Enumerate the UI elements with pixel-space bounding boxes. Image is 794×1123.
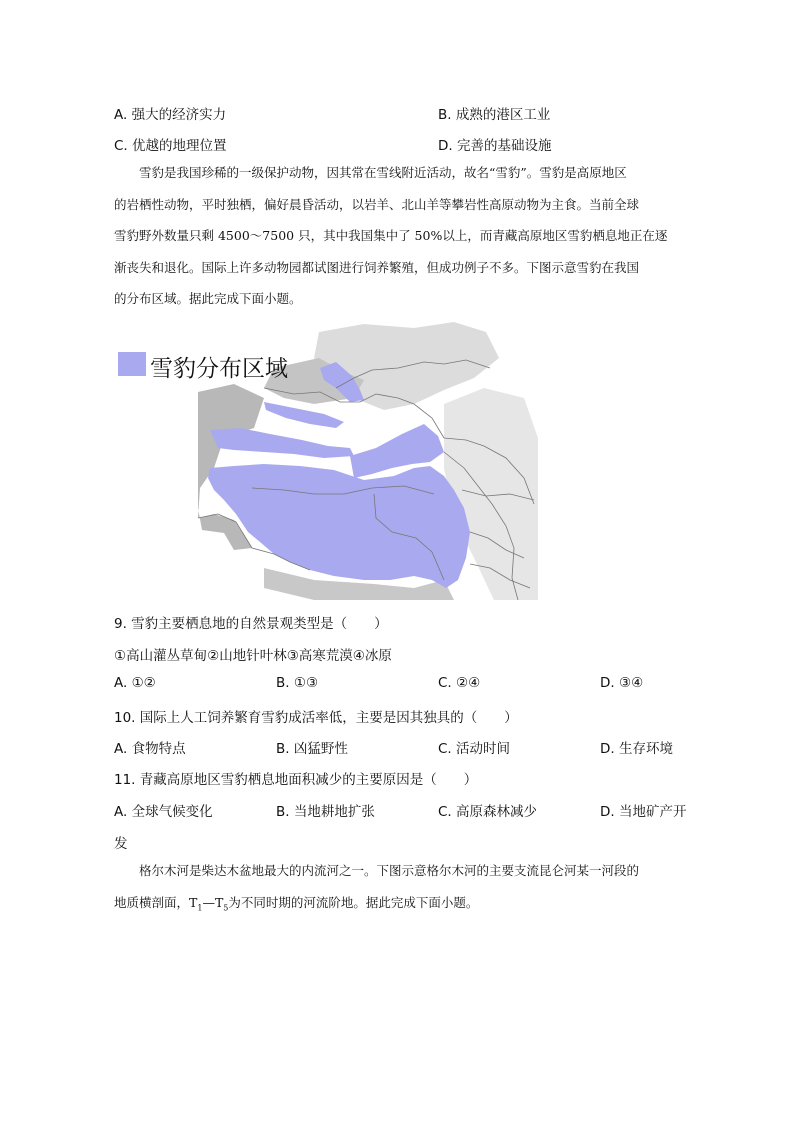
- legend-label: 雪豹分布区域: [150, 356, 288, 382]
- prev-option-b: B. 成熟的港区工业: [438, 107, 551, 123]
- question-10-option-b: B. 凶猛野性: [276, 741, 348, 757]
- passage-line: [114, 887, 700, 924]
- question-9-option-a: A. ①②: [114, 675, 156, 691]
- snow-leopard-passage: [114, 157, 700, 315]
- passage-line: 的岩栖性动物，平时独栖，偏好晨昏活动，以岩羊、北山羊等攀岩性高原动物为主食。当前全球: [114, 196, 640, 212]
- passage-text: 地质横剖面，T: [114, 894, 198, 910]
- subscript: 5: [223, 903, 229, 912]
- prev-option-a: A. 强大的经济实力: [114, 107, 227, 123]
- question-10-stem: 10. 国际上人工饲养繁育雪豹成活率低，主要是因其独具的（ ）: [114, 710, 518, 726]
- passage-line: 雪豹是我国珍稀的一级保护动物，因其常在雪线附近活动，故名“雪豹”。雪豹是高原地区: [139, 165, 627, 180]
- question-11-stem: 11. 青藏高原地区雪豹栖息地面积减少的主要原因是（ ）: [114, 772, 478, 788]
- passage-text: —T: [202, 894, 224, 910]
- question-10-option-a: A. 食物特点: [114, 741, 186, 757]
- passage-line: 的分布区域。据此完成下面小题。: [114, 291, 302, 306]
- question-11-option-d-wrap: 发: [114, 836, 128, 852]
- prev-option-d: D. 完善的基础设施: [438, 138, 552, 154]
- question-11-option-c: C. 高原森林减少: [438, 804, 538, 820]
- question-9-stem: 9. 雪豹主要栖息地的自然景观类型是（ ）: [114, 616, 388, 632]
- passage-line: 渐丧失和退化。国际上许多动物园都试图进行饲养繁殖，但成功例子不多。下图示意雪豹在我国: [114, 259, 640, 275]
- question-9-option-d: D. ③④: [600, 675, 644, 691]
- passage-text: 为不同时期的河流阶地。据此完成下面小题。: [228, 894, 479, 910]
- question-10-option-c: C. 活动时间: [438, 741, 511, 757]
- question-9-items: ①高山灌丛草甸②山地针叶林③高寒荒漠④冰原: [114, 648, 392, 664]
- question-11-option-d: D. 当地矿产开: [600, 804, 687, 820]
- range-qinghai-tibet: [208, 464, 470, 588]
- prev-option-c: C. 优越的地理位置: [114, 138, 227, 154]
- subscript: 1: [197, 903, 203, 912]
- question-10-option-d: D. 生存环境: [600, 741, 673, 757]
- range-tianshan-north: [264, 402, 344, 428]
- question-11-option-a: A. 全球气候变化: [114, 804, 213, 820]
- passage-line: 格尔木河是柴达木盆地最大的内流河之一。下图示意格尔木河的主要支流昆仑河某一河段的: [139, 863, 640, 878]
- passage-line: 雪豹野外数量只剩 4500～7500 只，其中我国集中了 50%以上，而青藏高原地区雪豹栖息地正在逐: [114, 228, 668, 243]
- range-tianshan-main: [210, 428, 354, 458]
- snow-leopard-distribution-map: [114, 318, 538, 600]
- question-9-option-c: C. ②④: [438, 675, 481, 691]
- question-11-option-b: B. 当地耕地扩张: [276, 804, 375, 820]
- golmud-river-passage: [114, 855, 700, 924]
- legend-swatch: [118, 352, 146, 376]
- question-9-option-b: B. ①③: [276, 675, 319, 691]
